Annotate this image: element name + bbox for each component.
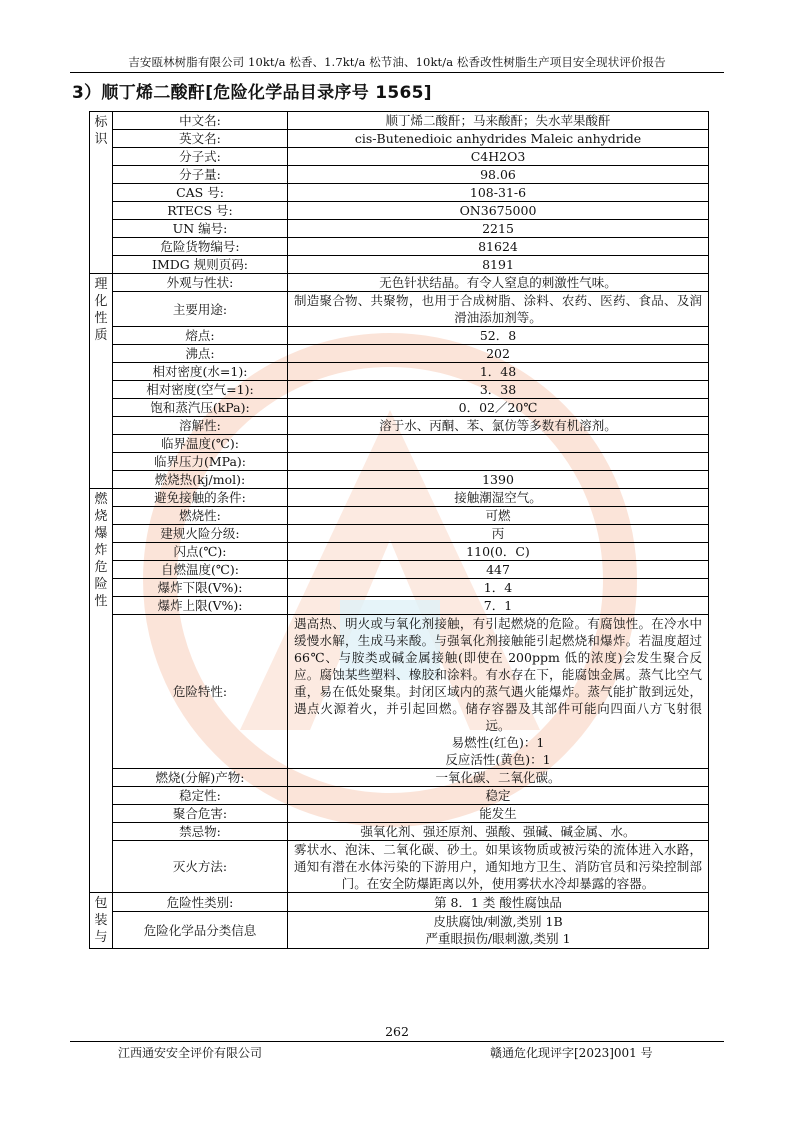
property-value: 无色针状结晶。有令人窒息的刺激性气味。: [288, 274, 709, 292]
table-row: [90, 274, 709, 292]
category-char: 化: [94, 294, 108, 309]
table-row: [90, 805, 709, 823]
header-rule: [70, 72, 724, 73]
danger-description: [288, 615, 709, 769]
category-char: 识: [94, 132, 108, 147]
property-value: 制造聚合物、共聚物，也用于合成树脂、涂料、农药、医药、食品、及润滑油添加剂等。: [288, 292, 709, 327]
category-char: 标: [94, 115, 108, 130]
footer-rule: [70, 1041, 724, 1042]
category-char: 炸: [94, 543, 108, 558]
property-value: 1．48: [288, 363, 709, 381]
property-label: 临界压力(MPa):: [113, 453, 288, 471]
table-row: [90, 597, 709, 615]
property-label: CAS 号:: [113, 184, 288, 202]
table-row: [90, 256, 709, 274]
footer-doc-number: 赣通危化现评字[2023]001 号: [490, 1046, 653, 1060]
property-label: 灭火方法:: [113, 841, 288, 893]
property-label: 稳定性:: [113, 787, 288, 805]
property-value: 98.06: [288, 166, 709, 184]
table-row: [90, 823, 709, 841]
property-value: [288, 453, 709, 471]
property-value: 81624: [288, 238, 709, 256]
property-label: 中文名:: [113, 112, 288, 130]
danger-flammability: 易燃性(红色)：1: [451, 735, 545, 750]
table-row: [90, 893, 709, 912]
table-row: [90, 130, 709, 148]
table-row: [90, 453, 709, 471]
property-label: 危险特性:: [113, 615, 288, 769]
danger-text: 遇高热、明火或与氧化剂接触，有引起燃烧的危险。有腐蚀性。在冷水中缓慢水解，生成马来酸。与强氧化剂接触能引起燃烧和爆炸。若温度超过 66℃、与胺类或碱金属接触(即使在 200ppm 低的浓度)会发生聚合反应。腐蚀某些塑料、橡胶和涂料。有水存在下，能腐蚀金属。蒸气比空气重，易在低处聚集。封闭区域内的蒸气遇火能爆炸。蒸气能扩散到远处，遇点火源着火，并引起回燃。储存容器及其部件可能向四面八方飞射很远。: [294, 616, 702, 733]
property-label: 聚合危害:: [113, 805, 288, 823]
classification-line: 严重眼损伤/眼刺激,类别 1: [425, 931, 571, 946]
identification-category: [90, 112, 113, 274]
table-row: [90, 292, 709, 327]
table-row: [90, 417, 709, 435]
property-value: 接触潮湿空气。: [288, 489, 709, 507]
table-row: [90, 202, 709, 220]
property-label: 自燃温度(℃):: [113, 561, 288, 579]
table-row: [90, 363, 709, 381]
category-char: 包: [94, 896, 108, 911]
property-value: 2215: [288, 220, 709, 238]
property-value: 108-31-6: [288, 184, 709, 202]
property-value: 强氧化剂、强还原剂、强酸、强碱、碱金属、水。: [288, 823, 709, 841]
table-row: [90, 543, 709, 561]
packaging-category: [90, 893, 113, 949]
property-value: 7．1: [288, 597, 709, 615]
running-header: 吉安瓯林树脂有限公司 10kt/a 松香、1.7kt/a 松节油、10kt/a 松香改性树脂生产项目安全现状评价报告: [128, 55, 666, 69]
property-value: [288, 912, 709, 949]
property-label: 相对密度(空气=1):: [113, 381, 288, 399]
table-row: [90, 166, 709, 184]
property-label: 燃烧热(kj/mol):: [113, 471, 288, 489]
property-value: 稳定: [288, 787, 709, 805]
property-label: 爆炸下限(V%):: [113, 579, 288, 597]
property-value: 8191: [288, 256, 709, 274]
property-label: 建规火险分级:: [113, 525, 288, 543]
category-char: 烧: [94, 509, 108, 524]
category-char: 性: [94, 311, 108, 326]
property-label: 相对密度(水=1):: [113, 363, 288, 381]
property-label: 燃烧性:: [113, 507, 288, 525]
property-label: 饱和蒸汽压(kPa):: [113, 399, 288, 417]
property-value: 1390: [288, 471, 709, 489]
property-value: 溶于水、丙酮、苯、氯仿等多数有机溶剂。: [288, 417, 709, 435]
property-value: 447: [288, 561, 709, 579]
property-label: 危险化学品分类信息: [113, 912, 288, 949]
property-label: 溶解性:: [113, 417, 288, 435]
property-value: C4H2O3: [288, 148, 709, 166]
property-label: IMDG 规则页码:: [113, 256, 288, 274]
table-row: [90, 345, 709, 363]
table-row: [90, 327, 709, 345]
category-char: 燃: [94, 492, 108, 507]
danger-reactivity: 反应活性(黄色)：1: [445, 752, 551, 767]
property-label: 分子量:: [113, 166, 288, 184]
category-char: 性: [94, 594, 108, 609]
property-value: 52．8: [288, 327, 709, 345]
property-value: 雾状水、泡沫、二氧化碳、砂土。如果该物质或被污染的流体进入水路，通知有潜在水体污染的下游用户，通知地方卫生、消防官员和污染控制部门。在安全防爆距离以外，使用雾状水冷却暴露的容器。: [288, 841, 709, 893]
property-label: 禁忌物:: [113, 823, 288, 841]
property-label: 主要用途:: [113, 292, 288, 327]
footer-company: 江西通安安全评价有限公司: [118, 1046, 263, 1060]
property-label: 闪点(℃):: [113, 543, 288, 561]
property-label: 沸点:: [113, 345, 288, 363]
property-label: UN 编号:: [113, 220, 288, 238]
classification-line: 皮肤腐蚀/刺激,类别 1B: [433, 914, 563, 929]
property-value: 0．02／20℃: [288, 399, 709, 417]
table-row: [90, 507, 709, 525]
table-row: [90, 841, 709, 893]
page-number: 262: [385, 1024, 409, 1039]
chemical-properties-table: [89, 111, 709, 949]
table-row: [90, 525, 709, 543]
table-row: [90, 769, 709, 787]
property-value: ON3675000: [288, 202, 709, 220]
table-row: [90, 184, 709, 202]
property-label: 爆炸上限(V%):: [113, 597, 288, 615]
table-row: [90, 381, 709, 399]
property-label: 燃烧(分解)产物:: [113, 769, 288, 787]
table-row: [90, 561, 709, 579]
property-label: 英文名:: [113, 130, 288, 148]
property-label: 避免接触的条件:: [113, 489, 288, 507]
category-char: 爆: [94, 526, 108, 541]
property-label: 临界温度(℃):: [113, 435, 288, 453]
category-char: 与: [94, 930, 108, 945]
property-value: 202: [288, 345, 709, 363]
table-row: [90, 471, 709, 489]
table-row: [90, 399, 709, 417]
table-row: [90, 238, 709, 256]
properties-category: [90, 274, 113, 489]
property-value: 一氧化碳、二氧化碳。: [288, 769, 709, 787]
property-label: RTECS 号:: [113, 202, 288, 220]
property-label: 分子式:: [113, 148, 288, 166]
table-row: [90, 912, 709, 949]
property-value: 110(0．C): [288, 543, 709, 561]
property-value: 3．38: [288, 381, 709, 399]
category-char: 质: [94, 328, 108, 343]
property-value: [288, 435, 709, 453]
table-row: [90, 489, 709, 507]
table-row: [90, 579, 709, 597]
property-value: 可燃: [288, 507, 709, 525]
property-value: cis-Butenedioic anhydrides Maleic anhydride: [288, 130, 709, 148]
property-label: 危险性类别:: [113, 893, 288, 912]
property-label: 危险货物编号:: [113, 238, 288, 256]
property-value: 能发生: [288, 805, 709, 823]
table-row: [90, 787, 709, 805]
property-value: 丙: [288, 525, 709, 543]
category-char: 装: [94, 913, 108, 928]
property-label: 熔点:: [113, 327, 288, 345]
property-value: 1．4: [288, 579, 709, 597]
property-value: 顺丁烯二酸酐；马来酸酐；失水苹果酸酐: [288, 112, 709, 130]
table-row: [90, 220, 709, 238]
table-row: [90, 615, 709, 769]
table-row: [90, 112, 709, 130]
category-char: 险: [94, 577, 108, 592]
category-char: 理: [94, 277, 108, 292]
category-char: 危: [94, 560, 108, 575]
property-label: 外观与性状:: [113, 274, 288, 292]
property-value: 第 8．1 类 酸性腐蚀品: [288, 893, 709, 912]
hazards-category: [90, 489, 113, 893]
table-row: [90, 148, 709, 166]
section-title: 3）顺丁烯二酸酐[危险化学品目录序号 1565]: [72, 83, 432, 103]
table-row: [90, 435, 709, 453]
